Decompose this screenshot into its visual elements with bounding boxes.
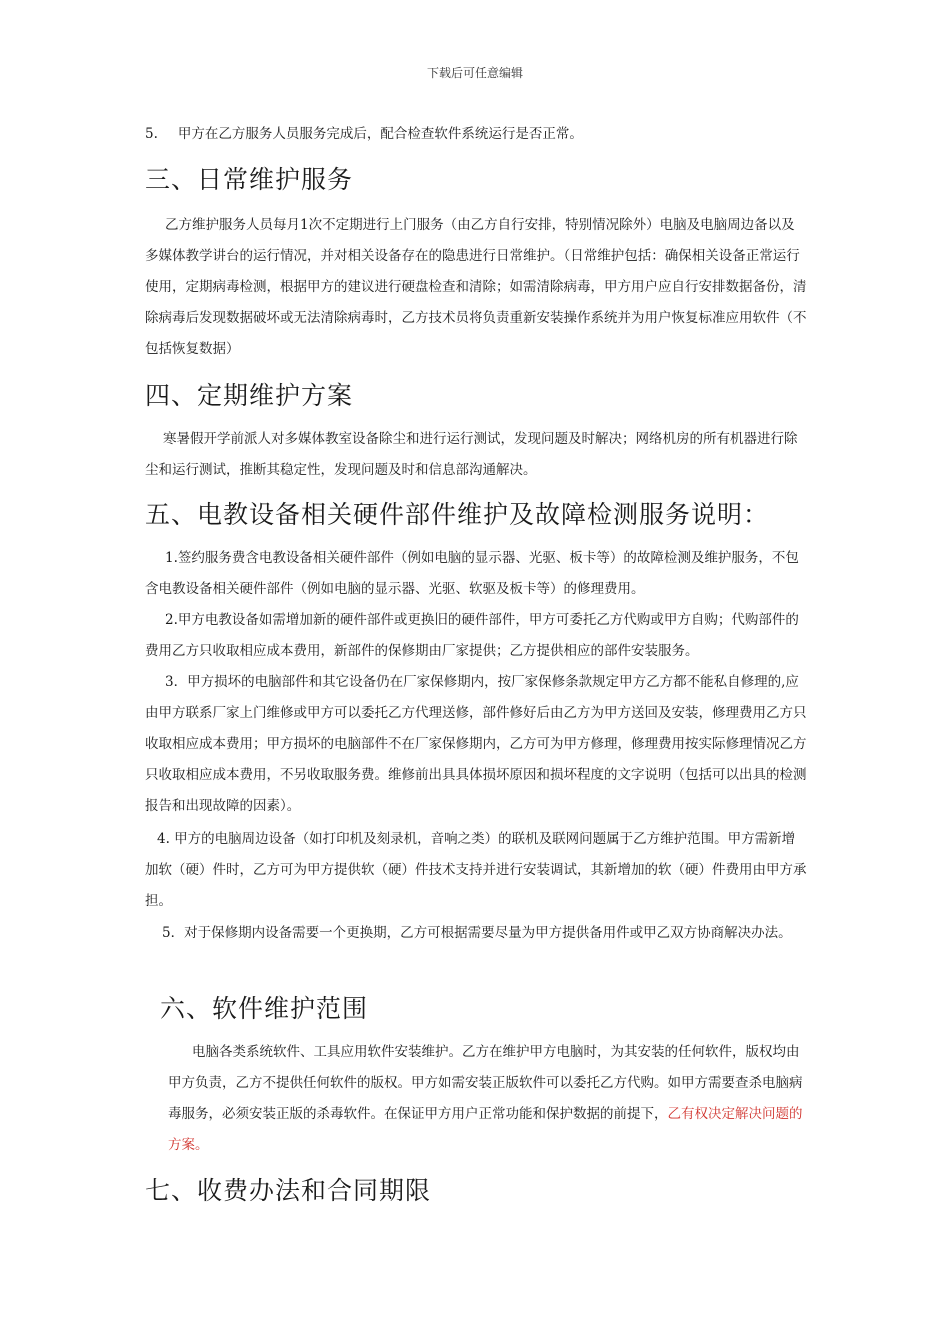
section-4-body: 寒暑假开学前派人对多媒体教室设备除尘和进行运行测试，发现问题及时解决；网络机房的所有机器进行除尘和运行测试，推断其稳定性，发现问题及时和信息部沟通解决。 <box>145 431 798 478</box>
section-6-heading: 六、软件维护范围 <box>160 994 369 1023</box>
item-5-number: 5. <box>145 126 158 142</box>
section-3-heading: 三、日常维护服务 <box>145 165 354 194</box>
section-5-item-4: 4. 甲方的电脑周边设备（如打印机及刻录机，音响之类）的联机及联网问题属于乙方维护范围。甲方需新增加软（硬）件时，乙方可为甲方提供软（硬）件技术支持并进行安装调试，其新增加的软（硬）件费用由甲方承担。 <box>145 831 807 909</box>
section-7-heading: 七、收费办法和合同期限 <box>145 1176 432 1205</box>
section-5-item-5: 5．对于保修期内设备需要一个更换期，乙方可根据需要尽量为甲方提供备用件或甲乙双方协商解决办法。 <box>162 925 792 941</box>
section-6-body-red-text: 乙有权决定解决问题的方案。 <box>168 1106 803 1153</box>
page-header: 下载后可任意编辑 <box>426 66 523 80</box>
item-5-text: 甲方在乙方服务人员服务完成后，配合检查软件系统运行是否正常。 <box>177 126 583 142</box>
section-5-item-1: 1.签约服务费含电教设备相关硬件部件（例如电脑的显示器、光驱、板卡等）的故障检测及维护服务，不包含电教设备相关硬件部件（例如电脑的显示器、光驱、软驱及板卡等）的修理费用。 <box>145 550 799 597</box>
item-5 <box>145 119 807 150</box>
section-3-body: 乙方维护服务人员每月1次不定期进行上门服务（由乙方自行安排，特别情况除外）电脑及电脑周边备以及多媒体教学讲台的运行情况，并对相关设备存在的隐患进行日常维护。（日常维护包括：确保相关设备正常运行使用，定期病毒检测，根据甲方的建议进行硬盘检查和清除；如需清除病毒，甲方用户应自行安排数据备份，清除病毒后发现数据破坏或无法清除病毒时，乙方技术员将负责重新安装操作系统并为用户恢复标准应用软件（不包括恢复数据） <box>145 217 807 357</box>
section-5-item-3: 3．甲方损坏的电脑部件和其它设备仍在厂家保修期内，按厂家保修条款规定甲方乙方都不能私自修理的,应由甲方联系厂家上门维修或甲方可以委托乙方代理送修，部件修好后由乙方为甲方送回及安装，修理费用乙方只收取相应成本费用；甲方损坏的电脑部件不在厂家保修期内，乙方可为甲方修理，修理费用按实际修理情况乙方只收取相应成本费用，不另收取服务费。维修前出具具体损坏原因和损坏程度的文字说明（包括可以出具的检测报告和出现故障的因素）。 <box>145 674 807 814</box>
section-6-body <box>168 1037 808 1161</box>
section-4-heading: 四、定期维护方案 <box>145 381 354 410</box>
section-6-body-text: 电脑各类系统软件、工具应用软件安装维护。乙方在维护甲方电脑时，为其安装的任何软件，版权均由甲方负责，乙方不提供任何软件的版权。甲方如需安装正版软件可以委托乙方代购。如甲方需要查杀电脑病毒服务，必须安装正版的杀毒软件。在保证甲方用户正常功能和保护数据的前提下， <box>168 1044 803 1122</box>
section-5-heading: 五、电教设备相关硬件部件维护及故障检测服务说明： <box>145 500 770 529</box>
section-5-item-2: 2.甲方电教设备如需增加新的硬件部件或更换旧的硬件部件，甲方可委托乙方代购或甲方自购；代购部件的费用乙方只收取相应成本费用，新部件的保修期由厂家提供；乙方提供相应的部件安装服务。 <box>145 612 799 659</box>
